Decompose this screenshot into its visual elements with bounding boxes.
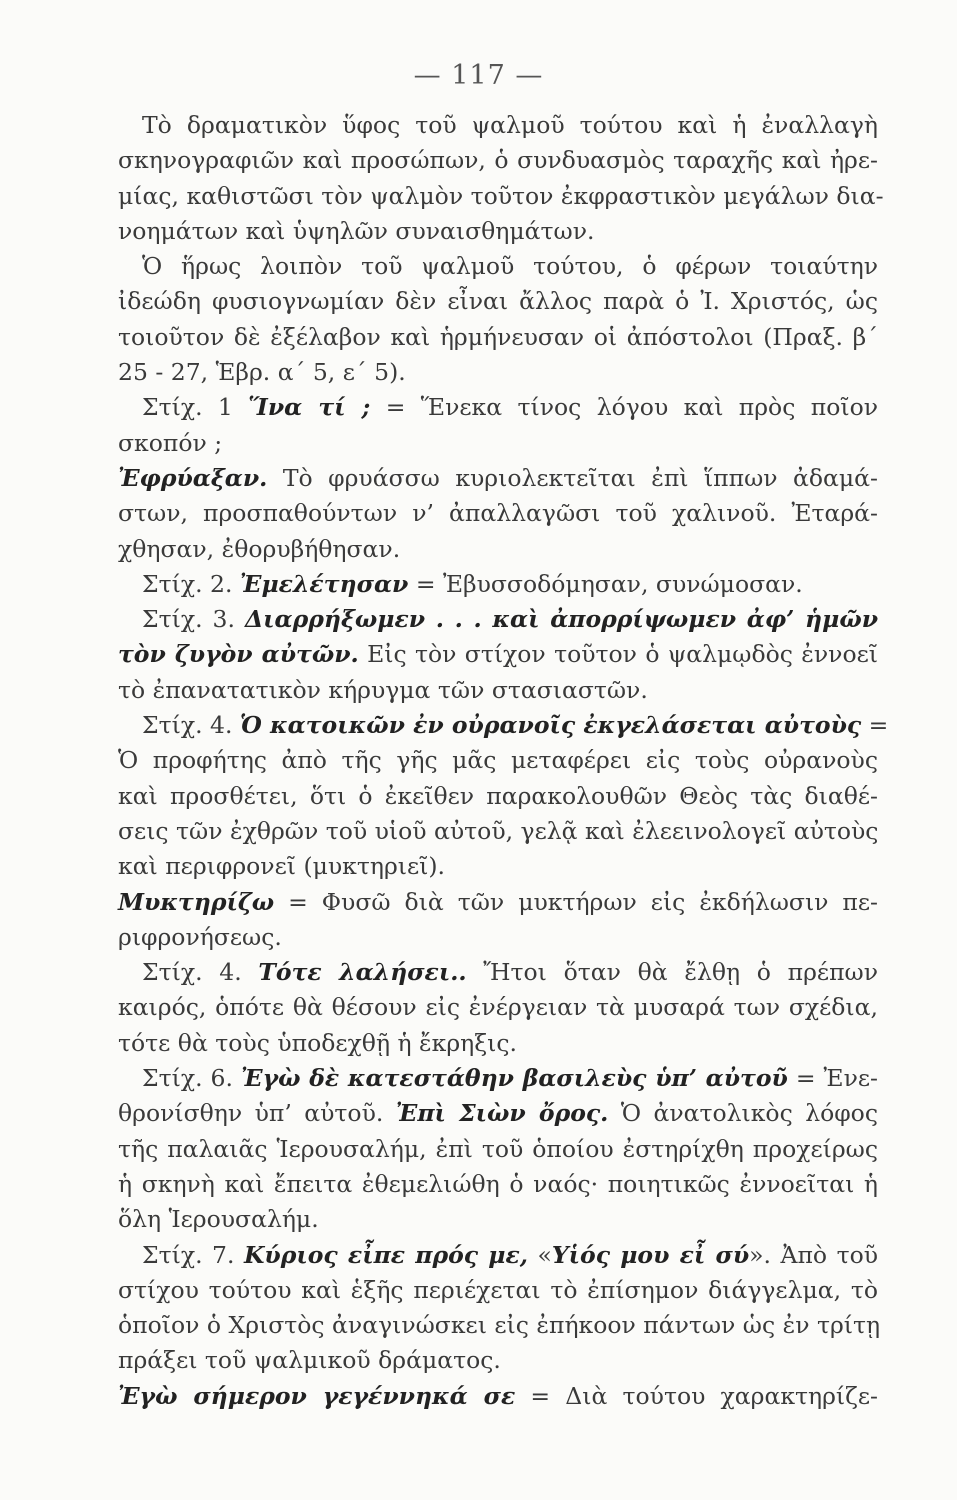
emphasized-term: Μυκτηρίζω (118, 887, 275, 916)
text-line (118, 390, 878, 425)
text-line (118, 426, 878, 461)
text-line (118, 1096, 878, 1131)
emphasized-term: Ἐγὼ δὲ κατεστάθην βασιλεὺς ὑπ’ αὐτοῦ (241, 1064, 788, 1093)
text-segment: Στίχ. 7. (142, 1240, 244, 1269)
text-segment: στίχου τούτου καὶ ἑξῆς περιέχεται τὸ ἐπίσημον διάγγελμα, τὸ (118, 1275, 878, 1304)
text-line (118, 1132, 878, 1167)
text-line (118, 779, 878, 814)
emphasized-term: Ἐφρύαξαν. (118, 463, 268, 492)
text-segment: = Ἐβυσσοδόμησαν, συνώμοσαν. (408, 569, 803, 598)
emphasized-term: Ἐμελέτησαν (239, 569, 409, 598)
text-line (118, 532, 878, 567)
text-line (118, 708, 889, 743)
text-line (118, 567, 878, 602)
emphasized-term: Ἐπὶ Σιὼν ὄρος. (395, 1099, 609, 1128)
text-segment: = Ἐνε- (787, 1064, 878, 1093)
text-line (118, 990, 878, 1025)
text-line (118, 673, 878, 708)
text-line (118, 108, 878, 143)
text-segment: Στίχ. 4. (142, 711, 240, 740)
text-line (118, 885, 878, 920)
emphasized-term: Ἵνα τί ; (248, 393, 371, 422)
text-segment: = (861, 711, 889, 740)
text-segment: σκηνογραφιῶν καὶ προσώπων, ὁ συνδυασμὸς ταραχῆς καὶ ἠρε- (118, 146, 878, 175)
text-line (118, 1026, 878, 1061)
text-line (118, 143, 878, 178)
text-segment: ριφρονήσεως. (118, 922, 282, 951)
text-segment: Τὸ δραματικὸν ὕφος τοῦ ψαλμοῦ τούτου καὶ ἡ ἐναλλαγὴ (142, 111, 878, 139)
text-segment: ὅλη Ἱερουσαλήμ. (118, 1205, 319, 1234)
emphasized-term: Διαρρήξωμεν . . . καὶ ἀπορρίψωμεν ἀφ’ ἡμῶν (244, 605, 878, 634)
text-segment: Ὁ ἥρως λοιπὸν τοῦ ψαλμοῦ τούτου, ὁ φέρων τοιαύτην (142, 252, 878, 281)
text-segment: τοιοῦτον δὲ ἐξέλαβον καὶ ἡρμήνευσαν οἱ ἀπόστολοι (Πραξ. β΄ (118, 322, 878, 351)
emphasized-term: Κύριος εἶπε πρός με, (243, 1240, 528, 1269)
text-line (118, 1308, 881, 1343)
text-line (118, 461, 878, 496)
text-line (118, 849, 878, 884)
text-segment: Ἤτοι ὅταν θὰ ἔλθῃ ὁ πρέπων (466, 958, 879, 987)
text-segment: ἡ σκηνὴ καὶ ἔπειτα ἐθεμελιώθη ὁ ναός· ποιητικῶς ἐννοεῖται ἡ (118, 1169, 878, 1198)
text-segment: Στίχ. 1 (142, 393, 249, 422)
text-segment: Ὁ προφήτης ἀπὸ τῆς γῆς μᾶς μεταφέρει εἰς τοὺς οὐρανοὺς (118, 746, 878, 775)
emphasized-term: Ὁ κατοικῶν ἐν οὐρανοῖς ἐκγελάσεται αὐτοὺς (239, 711, 862, 740)
text-segment: καὶ προσθέτει, ὅτι ὁ ἐκεῖθεν παρακολουθῶν Θεὸς τὰς διαθέ- (118, 781, 878, 810)
text-segment: Στίχ. 4. (142, 958, 259, 987)
text-segment: πράξει τοῦ ψαλμικοῦ δράματος. (118, 1346, 501, 1375)
emphasized-term: Υἱός μου εἶ σύ (551, 1240, 750, 1269)
text-segment: σκοπόν ; (118, 428, 223, 457)
text-line (118, 955, 878, 990)
text-line (118, 1379, 878, 1414)
text-line (118, 249, 878, 284)
text-line (118, 1202, 878, 1237)
text-line (118, 284, 878, 319)
text-segment: 25 - 27, Ἑβρ. α΄ 5, ε΄ 5). (118, 358, 406, 387)
text-segment: θρονίσθην ὑπ’ αὐτοῦ. (118, 1099, 396, 1128)
text-segment: στων, προσπαθούντων ν’ ἀπαλλαγῶσι τοῦ χαλινοῦ. Ἐταρά- (118, 499, 878, 528)
text-line (118, 1061, 878, 1096)
text-segment: = Φυσῶ διὰ τῶν μυκτήρων εἰς ἐκδήλωσιν πε- (274, 887, 878, 916)
text-segment: Στίχ. 6. (142, 1064, 242, 1093)
text-line (118, 1238, 878, 1273)
text-line (118, 920, 878, 955)
text-segment: Εἰς τὸν στίχον τοῦτον ὁ ψαλμῳδὸς ἐννοεῖ (358, 640, 878, 669)
text-line (118, 743, 878, 778)
text-segment: καιρός, ὁπότε θὰ θέσουν εἰς ἐνέργειαν τὰ μυσαρά των σχέδια, (118, 993, 878, 1022)
emphasized-term: τὸν ζυγὸν αὐτῶν. (118, 640, 359, 669)
text-line (118, 496, 878, 531)
text-segment: ». Ἀπὸ τοῦ (749, 1240, 878, 1269)
text-segment: = Διὰ τούτου χαρακτηρίζε- (515, 1381, 879, 1410)
text-line (118, 320, 878, 355)
text-segment: χθησαν, ἐθορυβήθησαν. (118, 534, 401, 563)
text-segment: τῆς παλαιᾶς Ἱερουσαλήμ, ἐπὶ τοῦ ὁποίου ἐστηρίχθη προχείρως (118, 1134, 878, 1163)
text-segment: νοημάτων καὶ ὑψηλῶν συναισθημάτων. (118, 216, 595, 245)
page-body-text (118, 108, 889, 1414)
text-line (118, 637, 878, 672)
text-segment: Τὸ φρυάσσω κυριολεκτεῖται ἐπὶ ἵππων ἀδαμά- (267, 463, 878, 492)
text-segment: Στίχ. 2. (142, 569, 240, 598)
text-line (118, 602, 878, 637)
text-segment: ἰδεώδη φυσιογνωμίαν δὲν εἶναι ἄλλος παρὰ ὁ Ἰ. Χριστός, ὡς (118, 287, 878, 316)
text-segment: = Ἕνεκα τίνος λόγου καὶ πρὸς ποῖον (370, 393, 879, 422)
text-segment: τότε θὰ τοὺς ὑποδεχθῇ ἡ ἔκρηξις. (118, 1028, 518, 1057)
text-line (118, 1343, 878, 1378)
text-line (118, 179, 884, 214)
text-segment: καὶ περιφρονεῖ (μυκτηριεῖ). (118, 852, 446, 881)
emphasized-term: Ἐγὼ σήμερον γεγέννηκά σε (118, 1381, 516, 1410)
text-line (118, 1167, 878, 1202)
text-segment: Ὁ ἀνατολικὸς λόφος (608, 1099, 878, 1128)
text-line (118, 355, 878, 390)
text-line (118, 214, 878, 249)
text-segment: ὁποῖον ὁ Χριστὸς ἀναγινώσκει εἰς ἐπήκοον πάντων ὡς ἐν τρίτῃ (118, 1311, 881, 1340)
text-segment: τὸ ἐπανατατικὸν κήρυγμα τῶν στασιαστῶν. (118, 675, 648, 704)
emphasized-term: Τότε λαλήσει.. (258, 958, 467, 987)
text-segment: σεις τῶν ἐχθρῶν τοῦ υἱοῦ αὐτοῦ, γελᾷ καὶ ἐλεεινολογεῖ αὐτοὺς (118, 816, 879, 845)
text-line (118, 1273, 878, 1308)
text-segment: « (527, 1240, 552, 1269)
text-segment: μίας, καθιστῶσι τὸν ψαλμὸν τοῦτον ἐκφραστικὸν μεγάλων δια- (118, 181, 884, 210)
text-line (118, 814, 878, 849)
text-segment: Στίχ. 3. (142, 605, 245, 634)
page-number: — 117 — (413, 60, 544, 91)
